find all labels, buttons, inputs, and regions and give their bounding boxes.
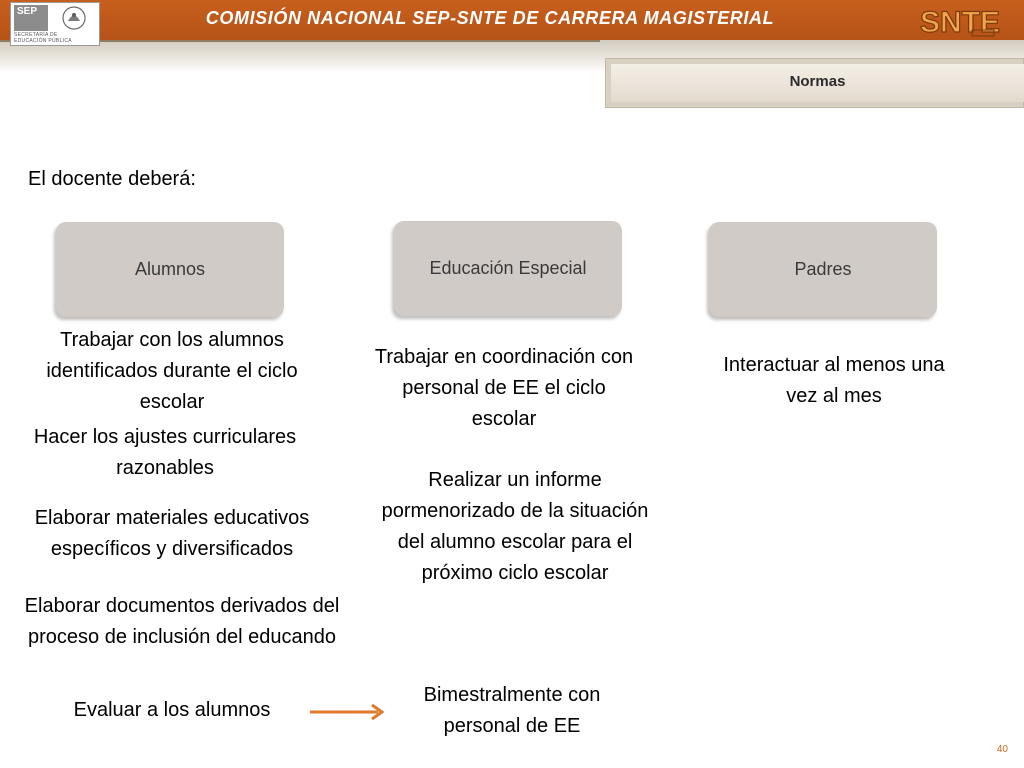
alumnos-item-4: Elaborar documentos derivados del proceso de inclusión del educando (24, 595, 340, 648)
mexico-eagle-icon (49, 5, 99, 31)
snte-logo (918, 2, 1002, 40)
evaluation-result: Bimestralmente con personal de EE (423, 684, 601, 737)
sep-subtitle-line1: SECRETARÍA DE (14, 32, 58, 38)
sep-subtitle-line2: EDUCACIÓN PÚBLICA (14, 38, 72, 44)
padres-item-1: Interactuar al menos una vez al mes (723, 354, 945, 407)
educacion-item-2: Realizar un informe pormenorizado de la situación del alumno escolar para el próximo ciclo escolar (381, 469, 649, 584)
evaluation-action: Evaluar a los alumnos (73, 699, 271, 721)
category-box-padres (709, 222, 937, 317)
page-number: 40 (996, 744, 1008, 755)
alumnos-item-2: Hacer los ajustes curriculares razonables (33, 426, 297, 479)
page-title: COMISIÓN NACIONAL SEP-SNTE DE CARRERA MAGISTERIAL (205, 8, 775, 28)
sep-logo-text: SEP (14, 5, 48, 31)
category-box-alumnos (56, 222, 284, 317)
arrow-right-icon (308, 701, 388, 723)
educacion-item-1: Trabajar en coordinación con personal de EE el ciclo escolar (374, 346, 634, 430)
category-label: Educación Especial (429, 258, 587, 278)
category-label: Alumnos (134, 259, 206, 279)
category-label: Padres (794, 259, 852, 279)
alumnos-item-3: Elaborar materiales educativos específicos y diversificados (34, 507, 310, 560)
snte-logo-text: SNTE (920, 6, 1001, 39)
sep-logo (10, 2, 100, 46)
intro-text: El docente deberá: (28, 168, 196, 190)
section-label: Normas (789, 73, 846, 90)
category-box-educacion-especial (394, 221, 622, 316)
sep-subtitle (14, 32, 98, 44)
alumnos-item-1: Trabajar con los alumnos identificados durante el ciclo escolar (46, 329, 298, 413)
